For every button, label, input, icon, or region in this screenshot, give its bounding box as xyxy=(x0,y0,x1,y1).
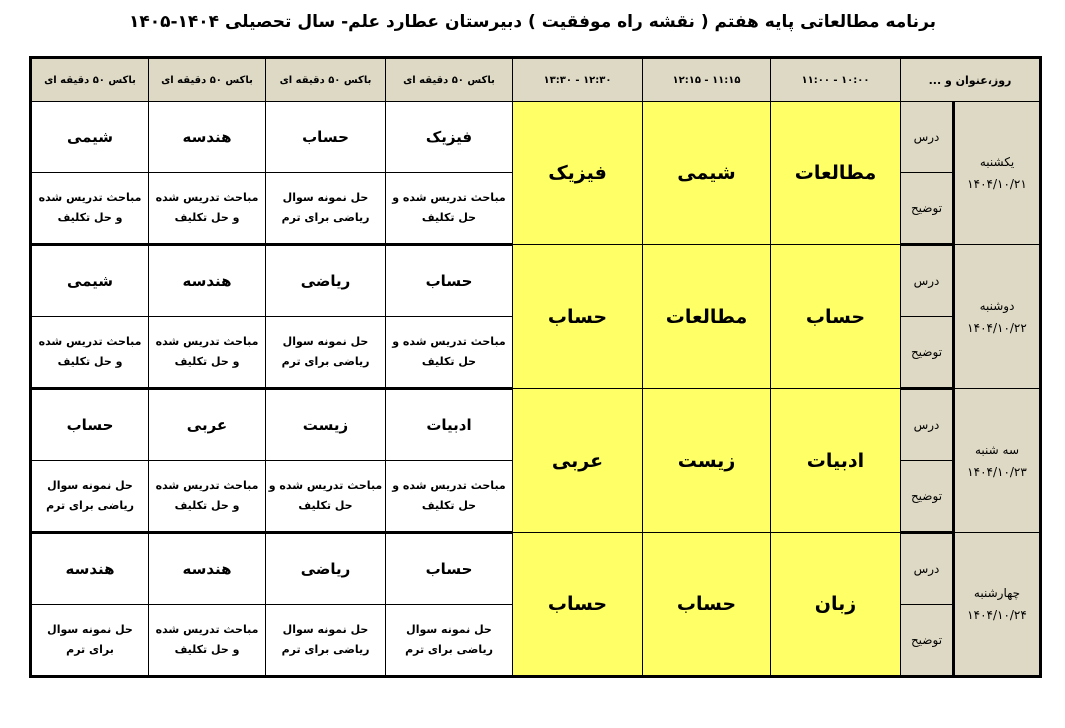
box-description: حل نمونه سوال ریاضی برای ترم xyxy=(266,605,386,677)
box-description: مباحث تدریس شده و حل تکلیف xyxy=(149,461,266,533)
day-cell xyxy=(954,245,1041,389)
box-description: مباحث تدریس شده و حل تکلیف xyxy=(149,605,266,677)
day-date: ۱۴۰۴/۱۰/۲۳ xyxy=(967,464,1027,479)
day-name: دوشنبه xyxy=(979,298,1015,313)
box-subject: ادبیات xyxy=(386,389,513,461)
day-lesson-row xyxy=(31,533,1041,605)
slot-subject: مطالعات xyxy=(771,102,901,245)
header-day-title: روز،عنوان و ... xyxy=(901,58,1041,102)
day-name: چهارشنبه xyxy=(973,586,1021,600)
day-name: یکشنبه xyxy=(979,155,1015,169)
box-subject: ریاضی xyxy=(266,533,386,605)
box-subject: هندسه xyxy=(149,533,266,605)
page-title: برنامه مطالعاتی پایه هفتم ( نقشه راه موفقیت ) دبیرستان عطارد علم- سال تحصیلی ۱۴۰۴-۱۴۰۵ xyxy=(128,12,937,32)
day-lesson-row xyxy=(31,245,1041,317)
slot-subject: زبان xyxy=(771,533,901,677)
slot-subject: عربی xyxy=(513,389,643,533)
box-subject: هندسه xyxy=(31,533,149,605)
box-description: مباحث تدریس شده و حل تکلیف xyxy=(386,173,513,245)
box-subject: شیمی xyxy=(31,102,149,173)
box-description: حل نمونه سوال ریاضی برای ترم xyxy=(31,461,149,533)
slot-subject: زیست xyxy=(643,389,771,533)
slot-subject: حساب xyxy=(513,245,643,389)
box-subject: هندسه xyxy=(149,102,266,173)
box-subject: عربی xyxy=(149,389,266,461)
box-description: حل نمونه سوال برای ترم xyxy=(31,605,149,677)
day-cell xyxy=(954,533,1041,677)
header-slot: ۱۲:۳۰ - ۱۳:۳۰ xyxy=(513,58,643,102)
header-row xyxy=(31,58,1041,102)
slot-subject: حساب xyxy=(643,533,771,677)
day-date: ۱۴۰۴/۱۰/۲۴ xyxy=(967,608,1027,622)
lesson-label: درس xyxy=(901,102,954,173)
day-date: ۱۴۰۴/۱۰/۲۲ xyxy=(967,320,1027,335)
box-description: مباحث تدریس شده و حل تکلیف xyxy=(386,461,513,533)
lesson-label: درس xyxy=(901,533,954,605)
slot-subject: شیمی xyxy=(643,102,771,245)
lesson-label: درس xyxy=(901,245,954,317)
header-slot: ۱۰:۰۰ - ۱۱:۰۰ xyxy=(771,58,901,102)
box-subject: حساب xyxy=(31,389,149,461)
box-subject: زیست xyxy=(266,389,386,461)
slot-subject: ادبیات xyxy=(771,389,901,533)
box-subject: حساب xyxy=(266,102,386,173)
slot-subject: حساب xyxy=(771,245,901,389)
box-description: مباحث تدریس شده و حل تکلیف xyxy=(149,317,266,389)
box-subject: حساب xyxy=(386,245,513,317)
box-subject: فیزیک xyxy=(386,102,513,173)
box-description: مباحث تدریس شده و حل تکلیف xyxy=(266,461,386,533)
day-cell xyxy=(954,102,1041,245)
day-cell xyxy=(954,389,1041,533)
box-subject: شیمی xyxy=(31,245,149,317)
day-name: سه شنبه xyxy=(974,442,1020,457)
box-description: مباحث تدریس شده و حل تکلیف xyxy=(31,173,149,245)
slot-subject: حساب xyxy=(513,533,643,677)
box-description: مباحث تدریس شده و حل تکلیف xyxy=(149,173,266,245)
header-box: باکس ۵۰ دقیقه ای xyxy=(266,58,386,102)
schedule-table xyxy=(29,56,1042,678)
header-box: باکس ۵۰ دقیقه ای xyxy=(149,58,266,102)
header-box: باکس ۵۰ دقیقه ای xyxy=(31,58,149,102)
slot-subject: فیزیک xyxy=(513,102,643,245)
box-subject: حساب xyxy=(386,533,513,605)
box-description: مباحث تدریس شده و حل تکلیف xyxy=(31,317,149,389)
box-description: حل نمونه سوال ریاضی برای ترم xyxy=(266,173,386,245)
box-subject: ریاضی xyxy=(266,245,386,317)
lesson-label: درس xyxy=(901,389,954,461)
day-lesson-row xyxy=(31,102,1041,173)
box-subject: هندسه xyxy=(149,245,266,317)
desc-label: توضیح xyxy=(901,461,954,533)
day-lesson-row xyxy=(31,389,1041,461)
desc-label: توضیح xyxy=(901,173,954,245)
desc-label: توضیح xyxy=(901,605,954,677)
box-description: مباحث تدریس شده و حل تکلیف xyxy=(386,317,513,389)
desc-label: توضیح xyxy=(901,317,954,389)
box-description: حل نمونه سوال ریاضی برای ترم xyxy=(386,605,513,677)
slot-subject: مطالعات xyxy=(643,245,771,389)
header-slot: ۱۱:۱۵ - ۱۲:۱۵ xyxy=(643,58,771,102)
header-box: باکس ۵۰ دقیقه ای xyxy=(386,58,513,102)
day-date: ۱۴۰۴/۱۰/۲۱ xyxy=(967,177,1027,191)
box-description: حل نمونه سوال ریاضی برای ترم xyxy=(266,317,386,389)
